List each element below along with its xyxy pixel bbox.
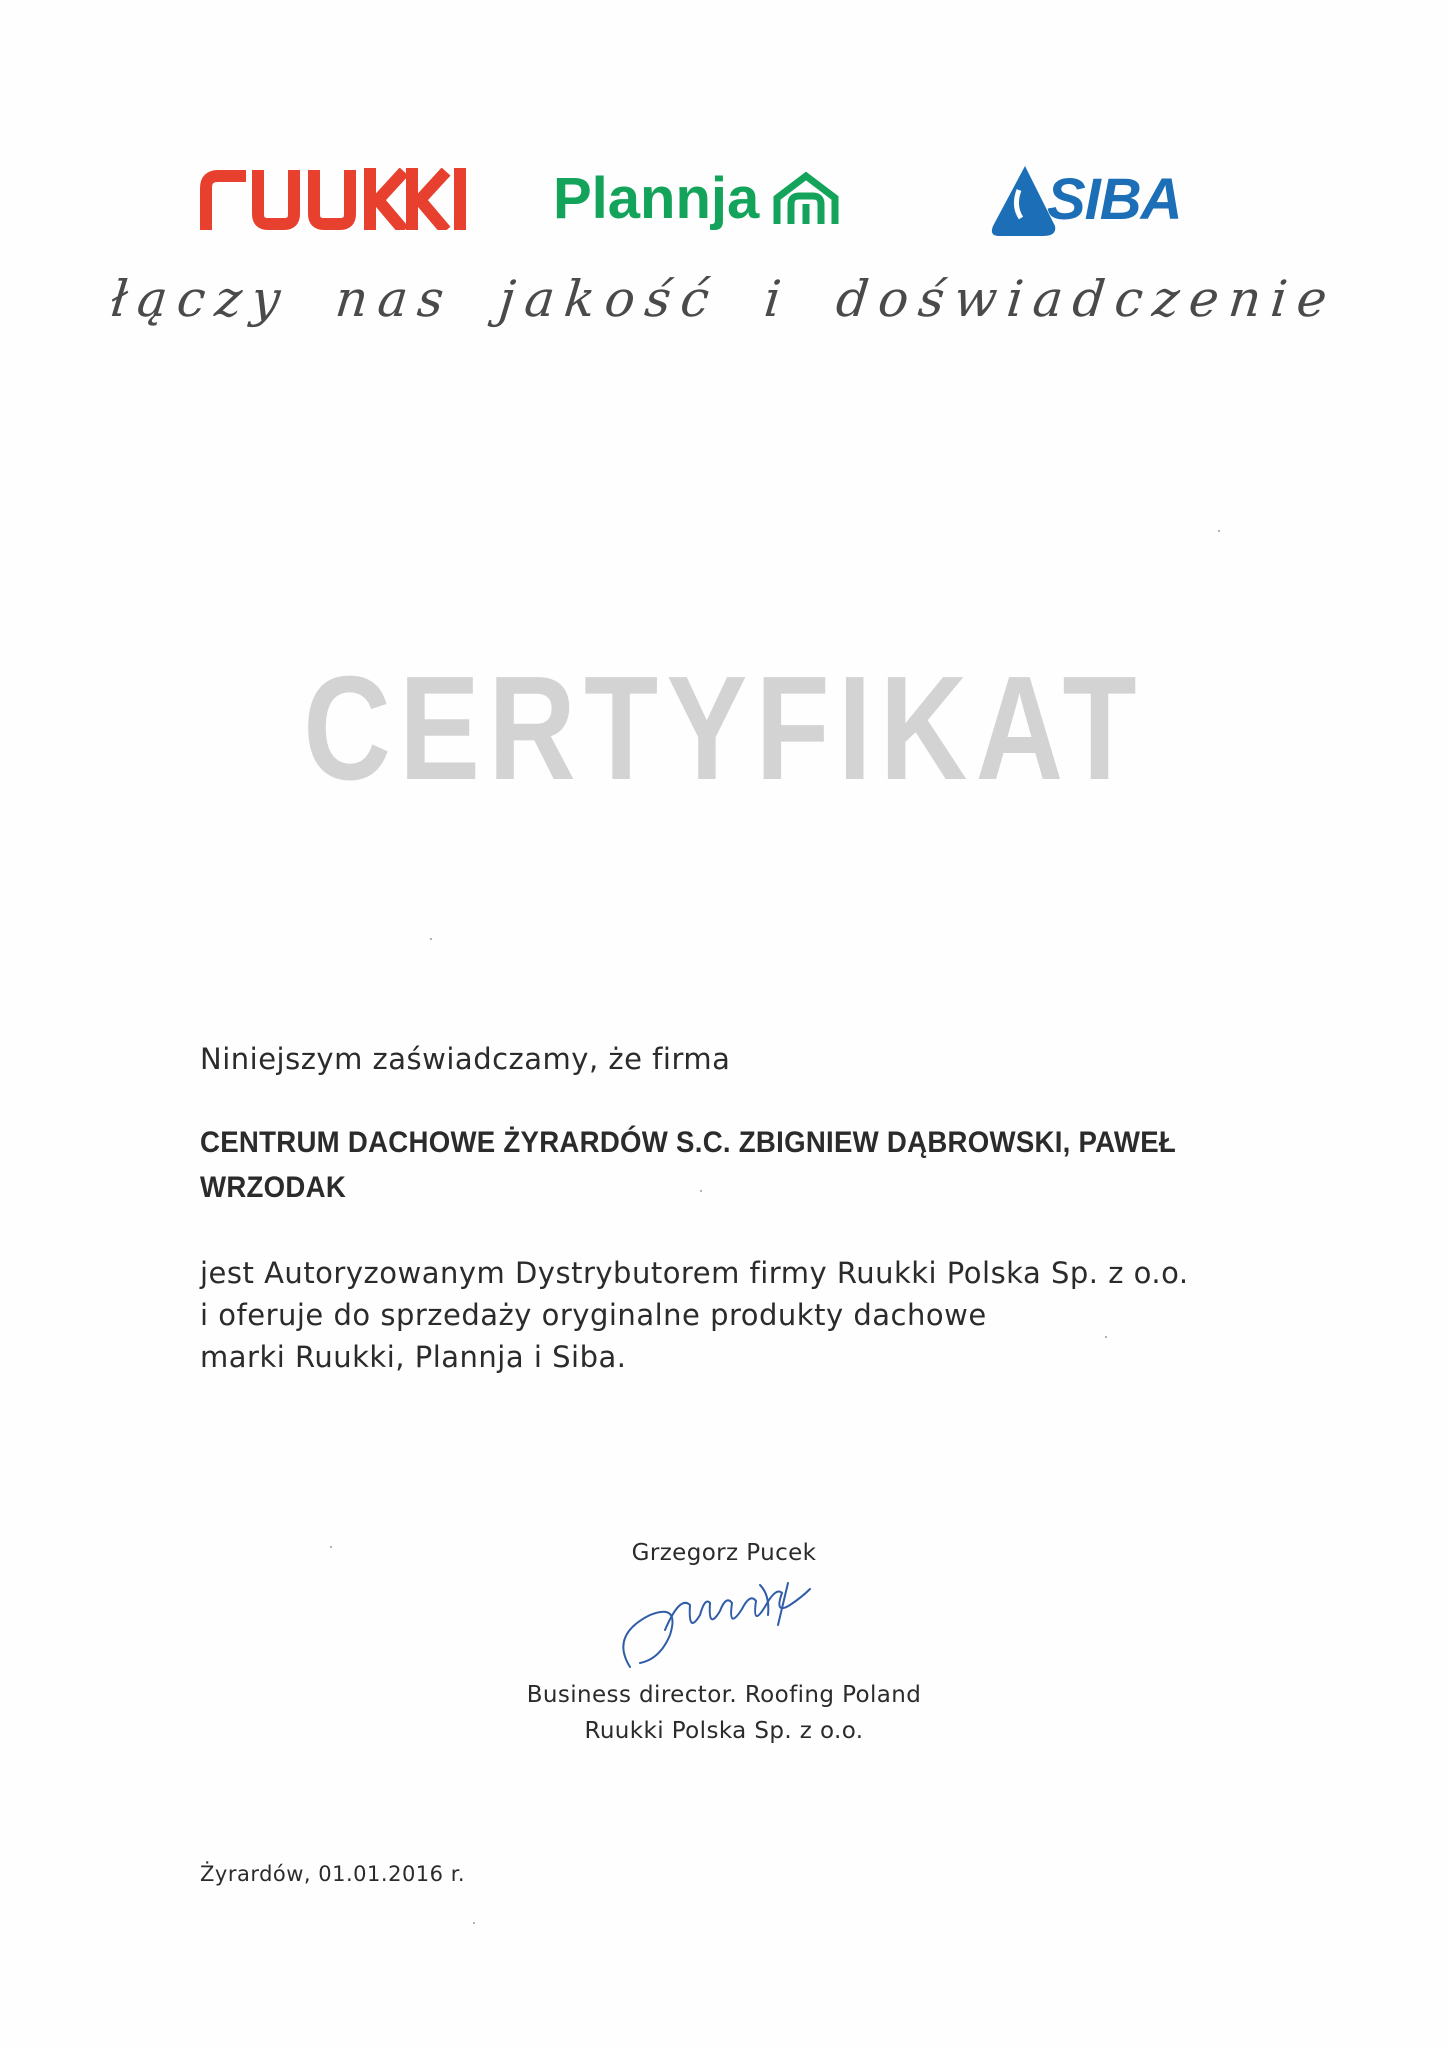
scan-speck xyxy=(330,1546,332,1548)
handwritten-signature xyxy=(610,1575,830,1675)
signatory-name: Grzegorz Pucek xyxy=(631,1540,817,1566)
scan-speck xyxy=(473,1922,475,1924)
plannja-wordmark: Plannja xyxy=(553,166,760,231)
signatory-role-line-2: Ruukki Polska Sp. z o.o. xyxy=(584,1718,864,1744)
scan-speck xyxy=(1105,1336,1107,1338)
place-date: Żyrardów, 01.01.2016 r. xyxy=(200,1862,466,1886)
logo-row xyxy=(0,160,1448,250)
statement-line-3: marki Ruukki, Plannja i Siba. xyxy=(200,1340,627,1374)
statement-line-2: i oferuje do sprzedaży oryginalne produkty dachowe xyxy=(200,1298,987,1332)
signatory-role-line-1: Business director. Roofing Poland xyxy=(526,1682,922,1708)
tagline: łączy nas jakość i doświadczenie xyxy=(108,270,1340,328)
scan-speck xyxy=(1218,530,1220,532)
certificate-title: CERTYFIKAT xyxy=(130,655,1317,803)
intro-text: Niniejszym zaświadczamy, że firma xyxy=(200,1042,731,1076)
ruukki-logo xyxy=(200,168,470,240)
plannja-logo xyxy=(553,166,841,231)
company-name xyxy=(200,1120,1240,1210)
statement-text xyxy=(200,1252,1260,1378)
siba-logo xyxy=(985,160,1182,240)
house-icon xyxy=(771,170,841,228)
statement-line-1: jest Autoryzowanym Dystrybutorem firmy Ruukki Polska Sp. z o.o. xyxy=(200,1256,1189,1290)
siba-wordmark: SIBA xyxy=(1047,167,1182,232)
company-name-line-1: CENTRUM DACHOWE ŻYRARDÓW S.C. ZBIGNIEW DĄBROWSKI, PAWEŁ xyxy=(200,1126,1177,1159)
ruukki-wordmark-icon xyxy=(200,168,470,230)
company-name-line-2: WRZODAK xyxy=(200,1171,347,1204)
signatory-role xyxy=(0,1677,1448,1749)
scan-speck xyxy=(430,938,432,940)
scan-speck xyxy=(700,1190,702,1192)
